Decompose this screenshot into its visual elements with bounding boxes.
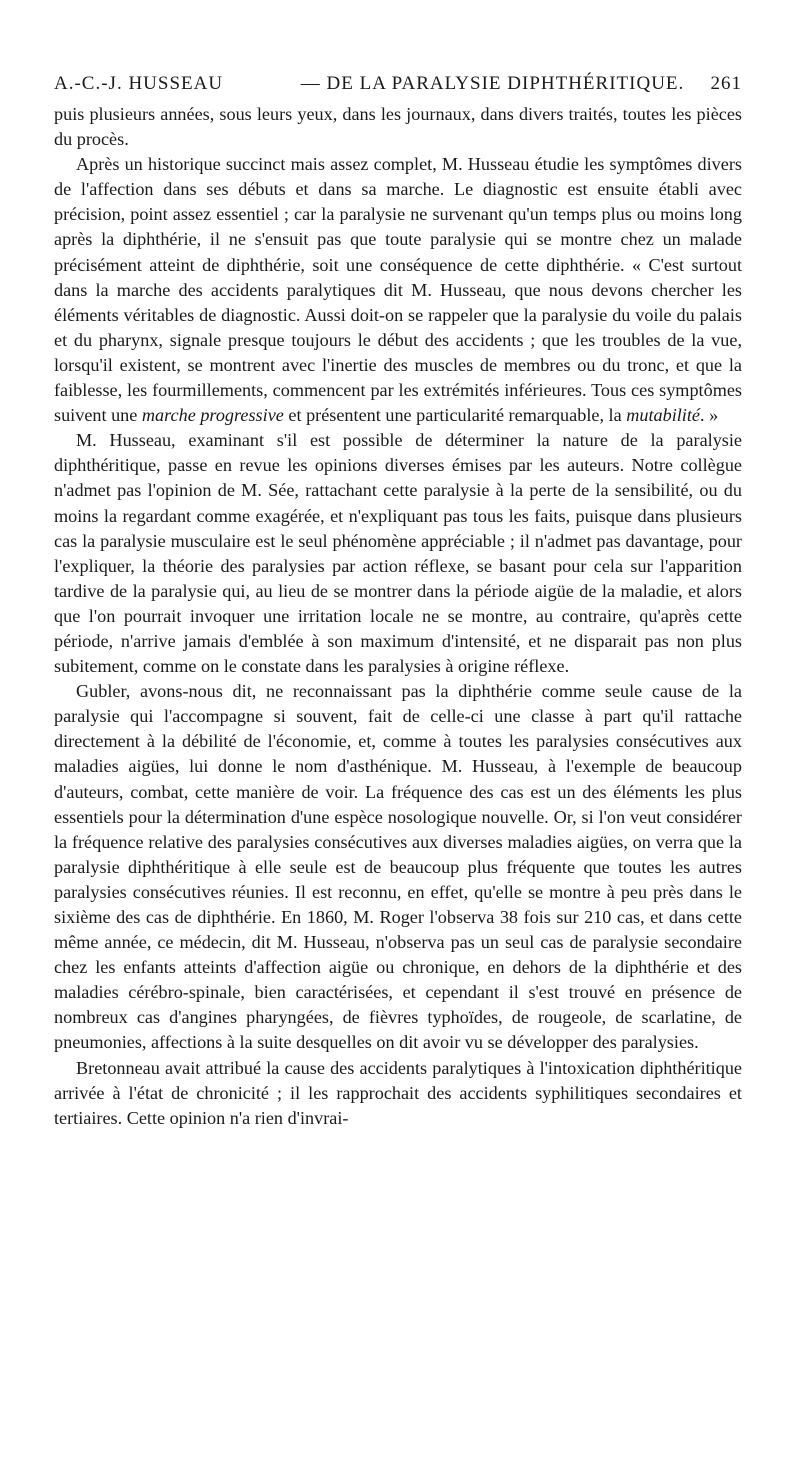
paragraph-1 bbox=[54, 102, 742, 152]
text-run: et présentent une particularité remarquable, la bbox=[283, 405, 627, 426]
running-head bbox=[54, 72, 742, 96]
page-number: 261 bbox=[710, 73, 742, 94]
author-name: A.-C.-J. HUSSEAU bbox=[54, 73, 224, 94]
text-run: puis plusieurs années, sous leurs yeux, dans les journaux, dans divers traités, toutes les pièces du procès. bbox=[54, 104, 742, 150]
running-head-title bbox=[223, 72, 702, 96]
paragraph-4 bbox=[54, 679, 742, 1055]
text-run: Après un historique succinct mais assez complet, M. Husseau étudie les symptômes divers de l'affection dans ses débuts et dans sa marche. Le diagnostic est ensuite établi avec précision, point assez essentiel ; car la paralysie ne survenant qu'un temps plus ou moins long après la diphthérie, il ne s'ensuit pas que toute paralysie qui se montre chez un malade précisément atteint de diphthérie, soit une conséquence de cette diphthérie. « C'est surtout dans la marche des accidents paralytiques dit M. Husseau, que nous devons chercher les éléments véritables de diagnostic. Aussi doit-on se rappeler que la paralysie du voile du palais et du pharynx, signale presque toujours le début des accidents ; que les troubles de la vue, lorsqu'il existent, se montrent avec l'inertie des muscles de membres ou du tronc, et que la faiblesse, les fourmillements, commencent par les extrémités inférieures. Tous ces symptômes suivent une bbox=[54, 154, 742, 426]
italic-phrase: marche progressive bbox=[141, 405, 284, 426]
article-title: DE LA PARALYSIE DIPHTHÉRITIQUE. bbox=[326, 73, 685, 94]
text-run: M. Husseau, examinant s'il est possible de déterminer la nature de la paralysie diphthéritique, passe en revue les opinions diverses émises par les auteurs. Notre collègue n'admet pas l'opinion de M. Sée, rattachant cette paralysie à la perte de la sensibilité, ou du moins la regardant comme exagérée, et n'expliquant pas tous les faits, puisque dans plusieurs cas la paralysie musculaire est le seul phénomène appréciable ; il n'admet pas davantage, pour l'expliquer, la théorie des paralysies par action réflexe, se basant pour cela sur l'apparition tardive de la paralysie qui, au lieu de se montrer dans la période aigüe de la maladie, et alors que l'on pourrait invoquer une irritation locale ne se montre, au contraire, qu'après cette période, n'arrive jamais d'emblée à son maximum d'intensité, et ne disparait pas non plus subitement, comme on le constate dans les paralysies à origine réflexe. bbox=[54, 430, 742, 677]
head-separator: — bbox=[300, 73, 321, 94]
running-head-author bbox=[54, 72, 223, 96]
paragraph-2 bbox=[54, 152, 742, 428]
text-run: Gubler, avons-nous dit, ne reconnaissant pas la diphthérie comme seule cause de la paralysie qui l'accompagne si souvent, fait de celle-ci une classe à part qu'il rattache directement à la débilité de l'économie, et, comme à toutes les paralysies consécutives aux maladies aigües, lui donne le nom d'asthénique. M. Husseau, à l'exemple de beaucoup d'auteurs, combat, cette manière de voir. La fréquence des cas est un des éléments les plus essentiels pour la détermination d'une espèce nosologique nouvelle. Or, si l'on veut considérer la fréquence relative des paralysies consécutives aux diverses maladies aigües, on verra que la paralysie diphthéritique à elle seule est de beaucoup plus fréquente que toutes les autres paralysies consécutives réunies. Il est reconnu, en effet, qu'elle se montre à peu près dans le sixième des cas de diphthérie. En 1860, M. Roger l'observa 38 fois sur 210 cas, et dans cette même année, ce médecin, dit M. Husseau, n'observa pas un seul cas de paralysie secondaire chez les enfants atteints d'affection aigüe ou chronique, en dehors de la diphthérie et des maladies cérébro-spinale, bien caractérisées, et cependant il s'est trouvé en présence de nombreux cas d'angines pharyngées, de fièvres typhoïdes, de rougeole, de scarlatine, de pneumonies, affections à la suite desquelles on dit avoir vu se développer des paralysies. bbox=[54, 681, 742, 1053]
italic-phrase: mutabilité bbox=[626, 405, 700, 426]
body-text bbox=[54, 102, 742, 1131]
paragraph-3 bbox=[54, 428, 742, 679]
paragraph-5 bbox=[54, 1056, 742, 1131]
text-run: Bretonneau avait attribué la cause des accidents paralytiques à l'intoxication diphthéritique arrivée à l'état de chronicité ; il les rapprochait des accidents syphilitiques secondaires et tertiaires. Cette opinion n'a rien d'invrai- bbox=[54, 1057, 742, 1128]
text-run: . » bbox=[699, 405, 719, 426]
